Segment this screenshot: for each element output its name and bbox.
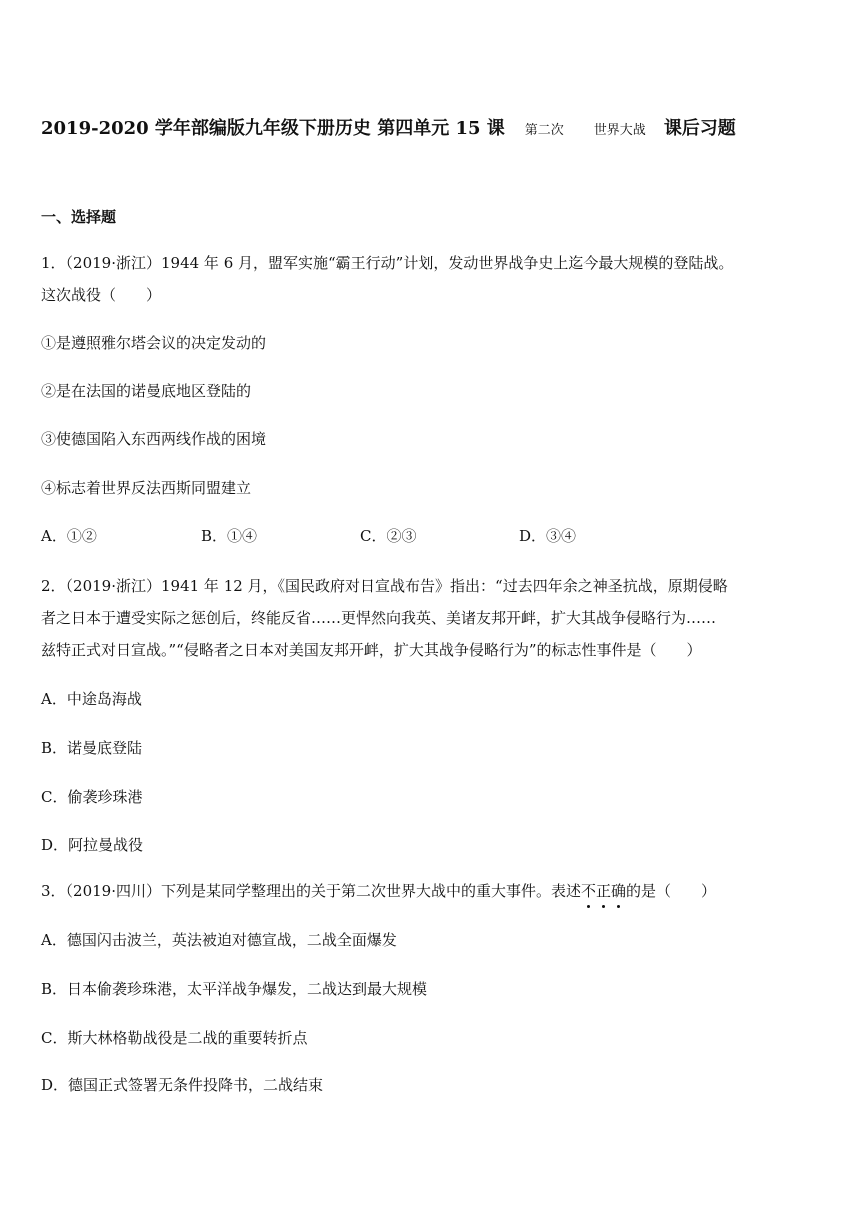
q3-option-b: B．日本偷袭珍珠港，太平洋战争爆发，二战达到最大规模 — [41, 980, 428, 998]
document-title — [41, 117, 841, 143]
q3-stem-after: 的是（ ） — [626, 882, 717, 900]
q1-item-1: ①是遵照雅尔塔会议的决定发动的 — [41, 334, 267, 352]
q3-emphasis-char-3: 确 — [611, 882, 627, 900]
q3-option-c: C．斯大林格勒战役是二战的重要转折点 — [41, 1029, 308, 1047]
q1-stem-line2: 这次战役（ ） — [41, 286, 162, 304]
q3-stem-before: 3．（2019·四川）下列是某同学整理出的关于第二次世界大战中的重大事件。表述 — [41, 882, 581, 900]
title-part1: 第二次 — [524, 123, 564, 138]
q3-emphasis-char-1: 不 — [581, 882, 597, 900]
q3-stem — [41, 880, 716, 902]
q1-item-2: ②是在法国的诺曼底地区登陆的 — [41, 382, 252, 400]
q1-option-d: D．③④ — [519, 527, 577, 545]
q1-stem-line1: 1．（2019·浙江）1944 年 6 月，盟军实施“霸王行动”计划，发动世界战争史上迄今最大规模的登陆战。 — [41, 254, 734, 272]
q2-stem-line3: 兹特正式对日宣战。”“侵略者之日本对美国友邦开衅，扩大其战争侵略行为”的标志性事件是（ ） — [41, 641, 702, 659]
q1-item-4: ④标志着世界反法西斯同盟建立 — [41, 479, 252, 497]
q2-option-c: C．偷袭珍珠港 — [41, 788, 143, 806]
title-suffix: 课后习题 — [663, 118, 736, 139]
section-heading: 一、选择题 — [41, 208, 117, 226]
q2-option-a: A．中途岛海战 — [41, 690, 142, 708]
title-part2: 世界大战 — [593, 123, 646, 138]
q1-option-c: C．②③ — [360, 527, 417, 545]
q2-stem-line1: 2．（2019·浙江）1941 年 12 月，《国民政府对日宣战布告》指出：“过去四年余之神圣抗战，原期侵略 — [41, 577, 728, 595]
q3-option-a: A．德国闪击波兰，英法被迫对德宣战，二战全面爆发 — [41, 931, 397, 949]
q2-stem-line2: 者之日本于遭受实际之惩创后，终能反省……更悍然向我英、美诸友邦开衅，扩大其战争侵略行为…… — [41, 609, 717, 627]
q3-option-d: D．德国正式签署无条件投降书，二战结束 — [41, 1076, 324, 1094]
q1-option-b: B．①④ — [201, 527, 258, 545]
q1-option-a: A．①② — [41, 527, 97, 545]
q2-option-d: D．阿拉曼战役 — [41, 836, 144, 854]
q2-option-b: B．诺曼底登陆 — [41, 739, 143, 757]
q3-emphasis-char-2: 正 — [596, 882, 612, 900]
title-main: 2019-2020 学年部编版九年级下册历史 第四单元 15 课 — [41, 118, 505, 139]
q1-item-3: ③使德国陷入东西两线作战的困境 — [41, 430, 267, 448]
